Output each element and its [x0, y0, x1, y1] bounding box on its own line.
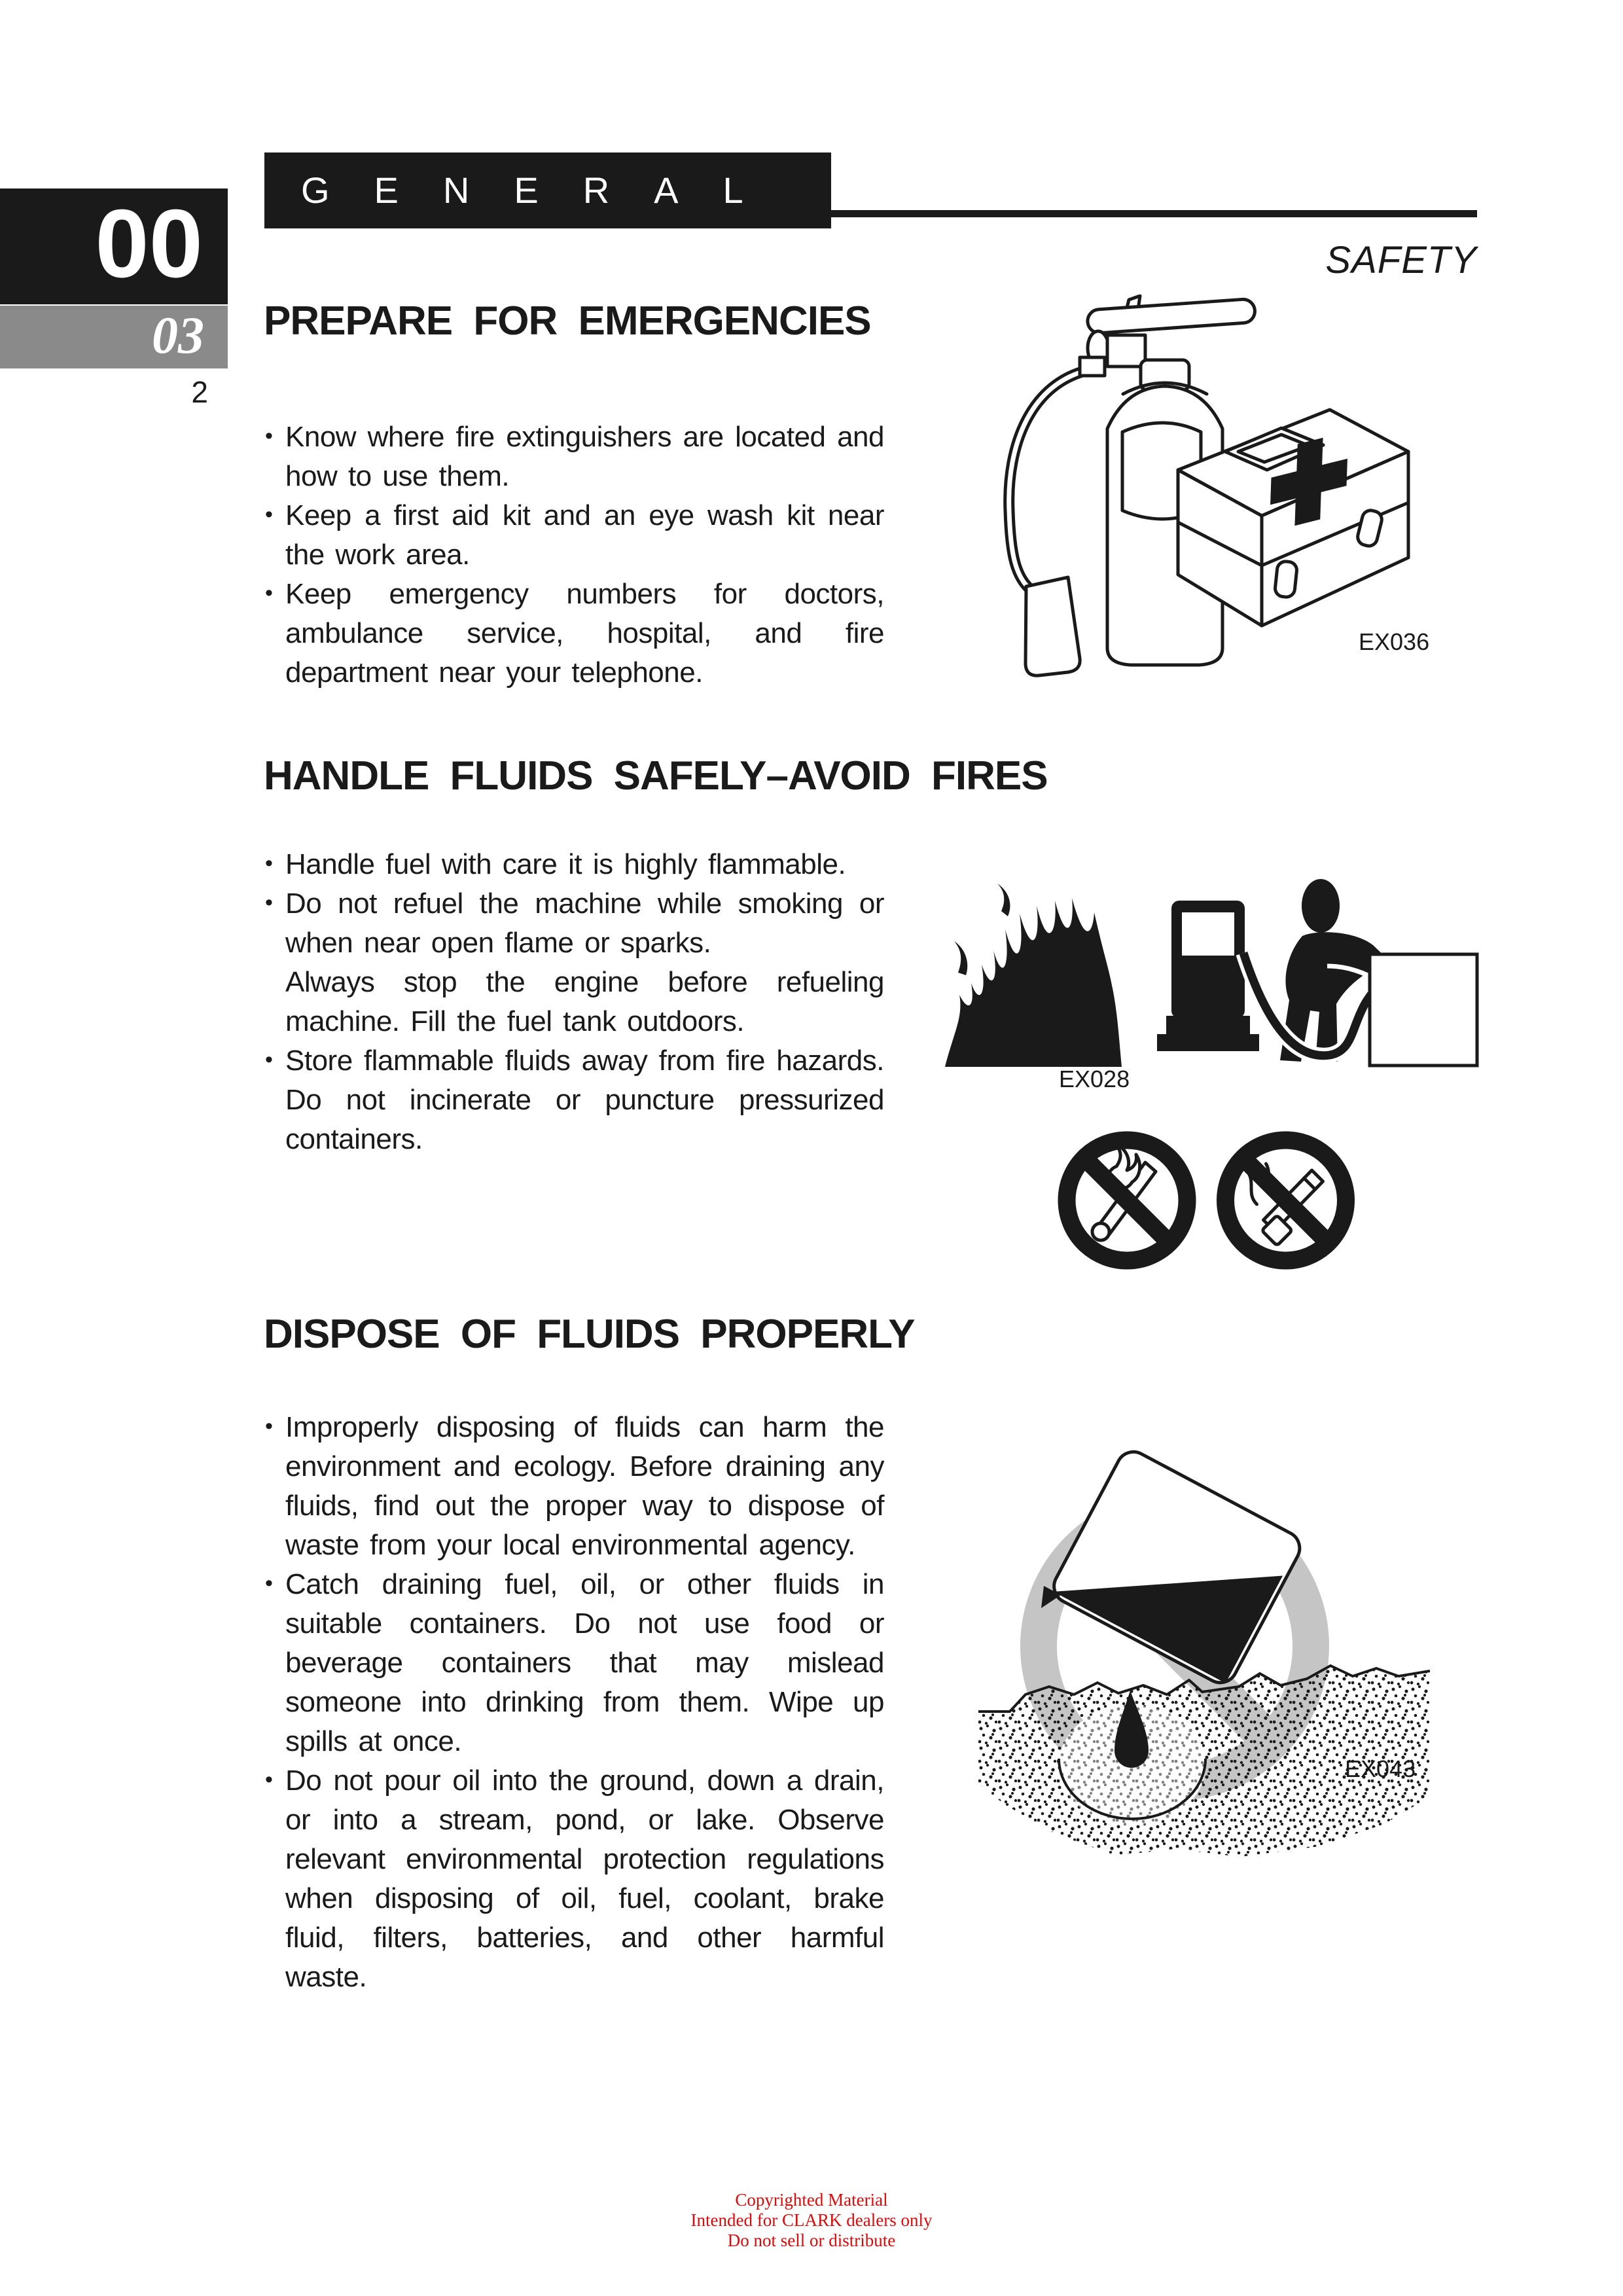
- list-item-text: Keep emergency numbers for doctors, ambulance service, hospital, and fire department near your telephone.: [285, 578, 884, 689]
- flame-silhouette: [945, 884, 1122, 1067]
- copyright-line: Do not sell or distribute: [727, 2231, 896, 2250]
- fuel-container: [1370, 954, 1477, 1066]
- bullet-icon: •: [265, 851, 273, 876]
- heading-handle-fluids-safely: HANDLE FLUIDS SAFELY–AVOID FIRES: [264, 753, 1048, 798]
- extinguisher-hose: [1009, 370, 1090, 675]
- list-item-text: Catch draining fuel, oil, or other fluids in suitable containers. Do not use food or beverage containers that may mislead someone into drinking from them. Wipe up spills at once.: [285, 1568, 884, 1757]
- copyright-notice: [0, 2190, 1623, 2251]
- section-number-tab: [0, 306, 228, 368]
- figure-label-ex036: EX036: [1359, 628, 1430, 655]
- list-item: [264, 575, 884, 692]
- bullet-icon: •: [265, 1047, 273, 1072]
- chapter-number-tab: [0, 188, 228, 304]
- list-item-text: Handle fuel with care it is highly flammable.: [285, 848, 846, 880]
- list-item-text: Store flammable fluids away from fire hazards. Do not incinerate or puncture pressurized containers.: [285, 1045, 884, 1155]
- bullet-icon: •: [265, 1414, 273, 1439]
- chapter-banner-label: GENERAL: [301, 170, 788, 211]
- list-item: [264, 1761, 884, 1997]
- figure-label-ex028: EX028: [1059, 1066, 1130, 1092]
- chapter-banner: [264, 152, 831, 228]
- bullet-icon: •: [265, 423, 273, 448]
- list-item-text: Improperly disposing of fluids can harm the environment and ecology. Before draining any fluids, find out the proper way to dispose of waste from your local environmental agency.: [285, 1411, 884, 1561]
- header-rule: [828, 210, 1477, 217]
- list-item: [264, 1408, 884, 1565]
- bullet-icon: •: [265, 1571, 273, 1596]
- list-item-text: Know where fire extinguishers are located and how to use them.: [285, 421, 884, 492]
- bullet-list-fluids-fires: [264, 845, 884, 1159]
- bullet-list-emergencies: [264, 418, 884, 692]
- list-item: [264, 1041, 884, 1159]
- list-item-text: Do not refuel the machine while smoking or when near open flame or sparks.: [285, 888, 884, 959]
- bullet-icon: •: [265, 890, 273, 915]
- list-item: [264, 496, 884, 575]
- list-item-text: Keep a first aid kit and an eye wash kit near the work area.: [285, 499, 884, 571]
- figure-label-ex043: EX043: [1345, 1755, 1416, 1782]
- list-item: [264, 845, 884, 884]
- list-item: [264, 1565, 884, 1761]
- bullet-icon: •: [265, 502, 273, 527]
- list-item-text: Do not pour oil into the ground, down a drain, or into a stream, pond, or lake. Observe relevant environmental protection regulations when disposing of oil, fuel, coolant, brake fluid, filters, batteries, and other harmful waste.: [285, 1765, 884, 1993]
- copyright-line: Copyrighted Material: [735, 2190, 888, 2210]
- no-open-flame-icon: [1055, 1128, 1199, 1272]
- page-number: 2: [191, 375, 208, 409]
- list-item-text: Always stop the engine before refueling machine. Fill the fuel tank outdoors.: [285, 966, 884, 1037]
- no-dumping-figure: [978, 1430, 1430, 1859]
- chapter-number: 00: [95, 190, 203, 298]
- bullet-icon: •: [265, 581, 273, 605]
- section-title: SAFETY: [1325, 239, 1477, 281]
- no-smoking-icon: [1212, 1128, 1359, 1272]
- bullet-list-dispose: [264, 1408, 884, 1997]
- list-item: [264, 884, 884, 1041]
- list-item: [264, 418, 884, 496]
- heading-prepare-for-emergencies: PREPARE FOR EMERGENCIES: [264, 298, 871, 344]
- copyright-line: Intended for CLARK dealers only: [690, 2210, 933, 2230]
- heading-dispose-of-fluids: DISPOSE OF FLUIDS PROPERLY: [264, 1312, 915, 1357]
- bullet-icon: •: [265, 1767, 273, 1792]
- section-number: 03: [152, 307, 204, 365]
- pouring-container: [1041, 1446, 1306, 1689]
- refueling-fire-figure: [936, 869, 1486, 1073]
